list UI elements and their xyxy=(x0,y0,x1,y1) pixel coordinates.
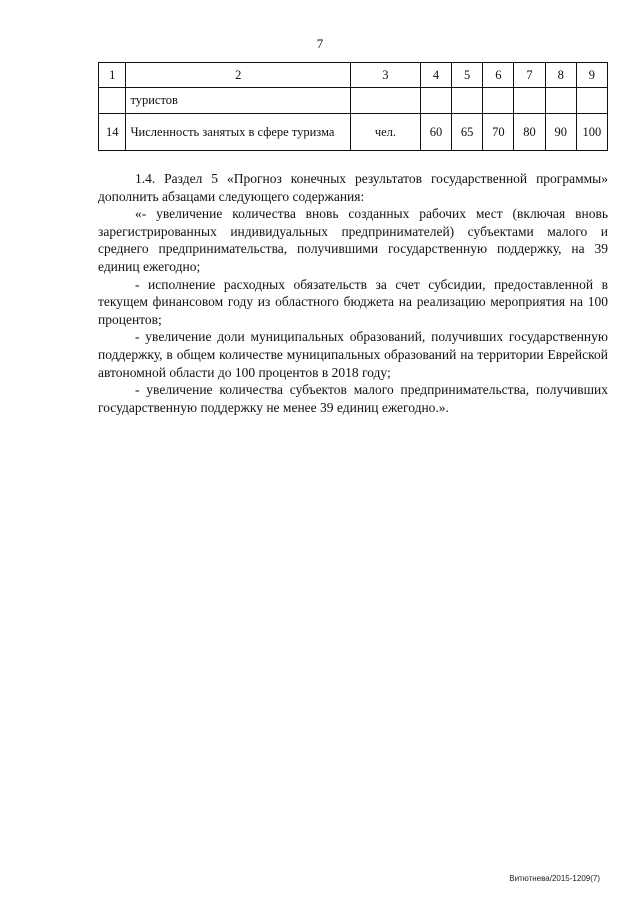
paragraph: 1.4. Раздел 5 «Прогноз конечных результатов государственной программы» дополнить абзацами следующего содержания: xyxy=(98,171,608,204)
table-row xyxy=(99,88,608,114)
paragraph: - исполнение расходных обязательств за счет субсидии, предоставленной в текущем финансовом году из областного бюджета на реализацию мероприятия на 100 процентов; xyxy=(98,276,608,327)
value-cell: 100 xyxy=(576,114,607,151)
header-cell: 5 xyxy=(452,63,483,88)
header-cell: 9 xyxy=(576,63,607,88)
header-cell: 4 xyxy=(420,63,451,88)
row-number xyxy=(99,88,126,114)
unit-cell xyxy=(350,88,420,114)
unit-cell: чел. xyxy=(350,114,420,151)
header-cell: 8 xyxy=(545,63,576,88)
paragraph: - увеличение количества субъектов малого предпринимательства, получивших государственную поддержку не менее 39 единиц ежегодно.». xyxy=(98,382,608,415)
body-text xyxy=(98,170,608,416)
header-cell: 7 xyxy=(514,63,545,88)
value-cell: 80 xyxy=(514,114,545,151)
value-cell xyxy=(483,88,514,114)
table-header-row xyxy=(99,63,608,88)
value-cell xyxy=(576,88,607,114)
indicator-table xyxy=(98,62,608,151)
paragraph: - увеличение доли муниципальных образований, получивших государственную поддержку, в общем количестве муниципальных образований на территории Еврейской автономной области до 100 процентов в 2018 году; xyxy=(98,329,608,380)
indicator-name: туристов xyxy=(126,88,351,114)
document-code: Витютнева/2015-1209(7) xyxy=(509,874,600,883)
value-cell: 70 xyxy=(483,114,514,151)
value-cell xyxy=(545,88,576,114)
header-cell: 6 xyxy=(483,63,514,88)
row-number: 14 xyxy=(99,114,126,151)
paragraph: «- увеличение количества вновь созданных рабочих мест (включая вновь зарегистрированных индивидуальных предпринимателей) субъектами малого и среднего предпринимательства, получившими государственную поддержку, на 39 единиц ежегодно; xyxy=(98,206,608,274)
value-cell: 65 xyxy=(452,114,483,151)
value-cell xyxy=(420,88,451,114)
header-cell: 2 xyxy=(126,63,351,88)
header-cell: 3 xyxy=(350,63,420,88)
page-number: 7 xyxy=(316,36,324,51)
value-cell xyxy=(514,88,545,114)
value-cell: 90 xyxy=(545,114,576,151)
table-row xyxy=(99,114,608,151)
value-cell xyxy=(452,88,483,114)
value-cell: 60 xyxy=(420,114,451,151)
header-cell: 1 xyxy=(99,63,126,88)
indicator-name: Численность занятых в сфере туризма xyxy=(126,114,351,151)
